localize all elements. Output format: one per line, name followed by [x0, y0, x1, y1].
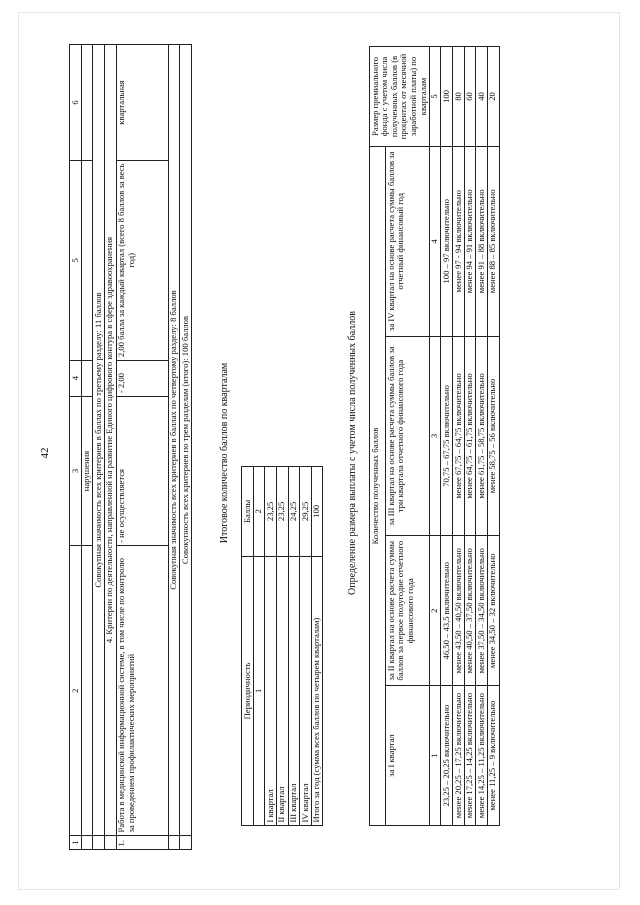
table-row	[429, 46, 441, 825]
percent-cell: 40	[476, 46, 488, 146]
range-cell: менее 97 - 94 включительно	[453, 146, 465, 336]
header-cell: 2	[70, 545, 82, 835]
table-row	[476, 46, 488, 825]
range-cell: менее 88 – 85 включительно	[487, 146, 499, 336]
criterion-condition: - не осуществляется	[116, 396, 168, 546]
range-cell: менее 64,75 – 61,75 включительно	[464, 336, 476, 536]
points-cell: 29,25	[300, 466, 312, 556]
period-cell: II квартал	[276, 556, 288, 825]
header-cell: за IV квартал на основе расчета суммы баллов за отчетный финансовый год	[386, 146, 429, 336]
period-cell: III квартал	[288, 556, 300, 825]
range-cell: менее 17,25 – 14,25 включительно	[464, 685, 476, 825]
header-cell: Периодичность	[242, 556, 254, 825]
table-row	[464, 46, 476, 825]
header-cell: 3	[70, 396, 82, 546]
table-row	[370, 46, 386, 825]
range-cell: менее 43,50 – 40,50 включительно	[453, 535, 465, 685]
header-cell: 4	[429, 146, 441, 336]
criterion-score: - 2,00	[116, 360, 168, 396]
points-cell: 24,25	[288, 466, 300, 556]
table-row	[386, 46, 429, 825]
table-row	[168, 44, 180, 849]
header-cell: 5	[429, 46, 441, 146]
table-row	[453, 46, 465, 825]
table-row	[93, 44, 105, 849]
payment-table	[369, 46, 500, 826]
range-cell: 100 – 97 включительно	[441, 146, 453, 336]
range-cell: менее 11,25 – 9 включительно	[487, 685, 499, 825]
range-cell: менее 61,75 – 58,75 включительно	[476, 336, 488, 536]
range-cell: менее 14,25 – 11,25 включительно	[476, 685, 488, 825]
table-row	[265, 466, 277, 825]
period-cell: IV квартал	[300, 556, 312, 825]
range-cell: менее 40,50 – 37,50 включительно	[464, 535, 476, 685]
header-cell: 5	[70, 160, 82, 360]
range-cell: менее 58,75 – 56 включительно	[487, 336, 499, 536]
header-cell: 2	[253, 466, 265, 556]
header-cell: 1	[429, 685, 441, 825]
criterion-period: квартальная	[116, 44, 168, 160]
row-number: 1.	[116, 835, 168, 849]
points-cell: 23,25	[276, 466, 288, 556]
points-cell: 23,25	[265, 466, 277, 556]
quarterly-points-title: Итоговое количество баллов по кварталам	[219, 362, 230, 543]
table-row	[311, 466, 323, 825]
header-cell: 3	[429, 336, 441, 536]
table-row	[180, 44, 192, 849]
criteria-table	[69, 44, 192, 850]
grand-total: Совокупность всех критериев по трем разделам (итого): 100 баллов	[180, 44, 192, 835]
table-row	[70, 44, 82, 849]
percent-cell: 100	[441, 46, 453, 146]
quarterly-points-table	[241, 466, 323, 826]
range-cell: 46,50 – 43,5 включительно	[441, 535, 453, 685]
percent-cell: 60	[464, 46, 476, 146]
table-row	[487, 46, 499, 825]
range-cell: менее 91 – 88 включительно	[476, 146, 488, 336]
section4-heading: 4. Критерии по деятельности, направленной на развитие Единого цифрового контура в сфере здравоохранения	[104, 44, 116, 835]
range-cell: менее 34,50 – 32 включительно	[487, 535, 499, 685]
table-row	[116, 44, 168, 849]
header-cell: 1	[253, 556, 265, 825]
page-number: 42	[39, 447, 51, 458]
header-cell: 1	[70, 835, 82, 849]
table-row	[288, 466, 300, 825]
range-cell: менее 67,75 – 64,75 включительно	[453, 336, 465, 536]
range-cell: 70,75 – 67,75 включительно	[441, 336, 453, 536]
period-cell: Итого за год (сумма всех баллов по четырем кварталам)	[311, 556, 323, 825]
section4-total: Совокупная значимость всех критериев в баллах по четвертому разделу: 8 баллов	[168, 44, 180, 835]
range-cell: менее 37,50 – 34,50 включительно	[476, 535, 488, 685]
header-cell: за II квартал на основе расчета суммы баллов за первое полугодие отчетного финансового года	[386, 535, 429, 685]
table-row	[242, 466, 254, 825]
percent-cell: 20	[487, 46, 499, 146]
table-row	[276, 466, 288, 825]
table-row	[441, 46, 453, 825]
header-cell: Баллы	[242, 466, 254, 556]
period-cell: I квартал	[265, 556, 277, 825]
range-cell: 23,25 – 20,25 включительно	[441, 685, 453, 825]
range-cell: менее 94 – 91 включительно	[464, 146, 476, 336]
violation-cell: нарушения	[81, 396, 93, 546]
points-cell: 100	[311, 466, 323, 556]
section3-total: Совокупная значимость всех критериев в баллах по третьему разделу: 11 баллов	[93, 44, 105, 835]
range-cell: менее 20,25 – 17,25 включительно	[453, 685, 465, 825]
header-cell: за III квартал на основе расчета суммы баллов за три квартала отчетного финансового года	[386, 336, 429, 536]
header-cell: за I квартал	[386, 685, 429, 825]
criterion-points: 2,00 балла за каждый квартал (всего 8 баллов за весь год)	[116, 160, 168, 360]
percent-cell: 80	[453, 46, 465, 146]
header-cell: Размер премиального фонда с учетом числа полученных баллов (в процентах от месячной заработной платы) по кварталам	[370, 46, 430, 146]
table-row	[81, 44, 93, 849]
header-cell: 4	[70, 360, 82, 396]
payment-title: Определение размера выплаты с учетом числа полученных баллов	[347, 310, 358, 595]
header-cell: 2	[429, 535, 441, 685]
table-row	[300, 466, 312, 825]
header-cell: 6	[70, 44, 82, 160]
rotated-page	[31, 40, 609, 866]
table-row	[253, 466, 265, 825]
table-row	[104, 44, 116, 849]
criterion-text: Работа в медицинской информационной системе, в том числе по контролю за проведением профилактических мероприятий	[116, 545, 168, 835]
group-header: Количество полученных баллов	[370, 146, 386, 825]
